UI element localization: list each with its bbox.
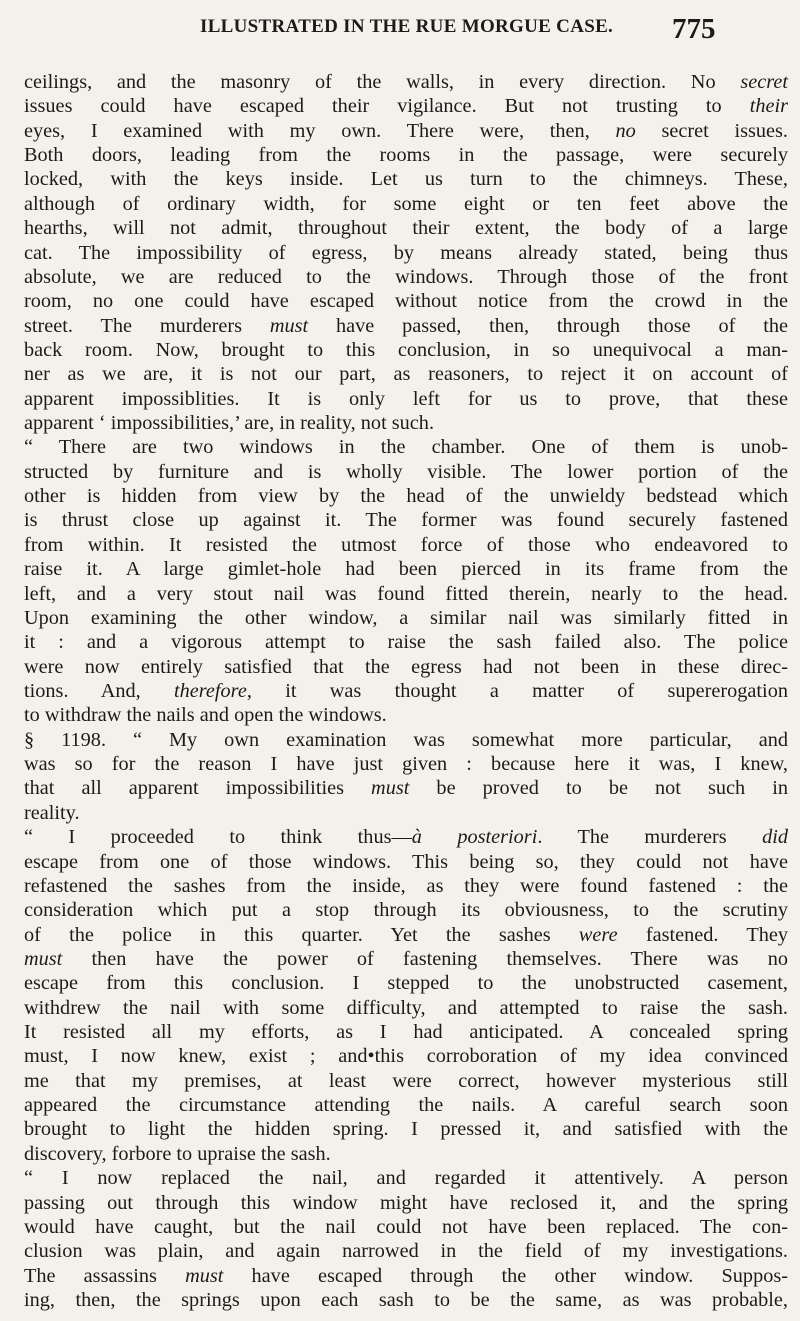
text-run: although of ordinary width, for some eight or ten feet above the <box>24 192 788 215</box>
text-run: eyes, I examined with my own. There were, then, <box>24 119 616 142</box>
text-run: “ I proceeded to think thus— <box>24 826 412 849</box>
text-line <box>24 70 788 94</box>
text-run: were now entirely satisfied that the egress had not been in these direc- <box>24 655 788 678</box>
text-run: have escaped through the other window. Suppos- <box>223 1264 788 1287</box>
text-run: “ There are two windows in the chamber. One of them is unob- <box>24 436 788 459</box>
text-run: would have caught, but the nail could not have been replaced. The con- <box>24 1215 788 1238</box>
text-run: Both doors, leading from the rooms in the passage, were securely <box>24 144 788 167</box>
text-line <box>24 776 788 800</box>
text-run: apparent ‘ impossibilities,’ are, in reality, not such. <box>24 412 435 435</box>
text-line <box>24 1264 788 1288</box>
text-line <box>24 167 788 191</box>
italic-text: secret <box>740 71 788 93</box>
text-line <box>24 703 788 727</box>
text-run: appeared the circumstance attending the nails. A careful search soon <box>24 1094 788 1117</box>
text-run: issues could have escaped their vigilance. But not trusting to <box>24 95 750 118</box>
text-run: withdrew the nail with some difficulty, and attempted to raise the sash. <box>24 996 788 1019</box>
text-line <box>24 898 788 922</box>
text-line <box>24 338 788 362</box>
text-run: . The murderers <box>537 826 763 849</box>
text-run: ing, then, the springs upon each sash to be the same, as was probable, <box>24 1288 788 1311</box>
text-line <box>24 874 788 898</box>
italic-text: à posteriori <box>411 826 538 849</box>
text-run: escape from this conclusion. I stepped to the unobstructed casement, <box>24 972 788 995</box>
text-run: is thrust close up against it. The former was found securely fastened <box>24 509 788 532</box>
text-run: me that my premises, at least were correct, however mysterious still <box>24 1069 788 1092</box>
text-line <box>24 1166 788 1190</box>
text-run: ner as we are, it is not our part, as reasoners, to reject it on account of <box>24 363 788 386</box>
text-run: absolute, we are reduced to the windows. Through those of the front <box>24 265 788 288</box>
italic-text: must <box>185 1264 224 1287</box>
text-run: street. The murderers <box>24 314 270 337</box>
text-run: reality. <box>24 801 80 824</box>
text-run: apparent impossiblities. It is only left for us to prove, that these <box>24 387 788 410</box>
text-run: fastened. They <box>617 923 788 946</box>
page-number: 775 <box>672 13 716 45</box>
text-run: was so for the reason I have just given : because here it was, I knew, <box>24 753 788 776</box>
text-line <box>24 557 788 581</box>
italic-text: did <box>762 826 788 849</box>
text-line <box>24 387 788 411</box>
text-line <box>24 947 788 971</box>
text-line <box>24 1142 788 1166</box>
text-run: must, I now knew, exist ; and•this corroboration of my idea convinced <box>24 1045 788 1068</box>
text-line <box>24 850 788 874</box>
italic-text: were <box>578 923 618 946</box>
text-run: consideration which put a stop through its obviousness, to the scrutiny <box>24 899 788 922</box>
text-line <box>24 508 788 532</box>
text-run: brought to light the hidden spring. I pressed it, and satisfied with the <box>24 1118 788 1141</box>
text-run: “ I now replaced the nail, and regarded it attentively. A person <box>24 1167 788 1190</box>
text-line <box>24 119 788 143</box>
text-run: be proved to be not such in <box>409 777 788 800</box>
text-run: , it was thought a matter of supererogation <box>246 679 788 702</box>
text-run: discovery, forbore to upraise the sash. <box>24 1142 331 1165</box>
text-line <box>24 1020 788 1044</box>
text-run: secret issues. <box>635 119 789 142</box>
text-run: that all apparent impossibilities <box>24 777 372 800</box>
text-line <box>24 192 788 216</box>
text-run: passing out through this window might have reclosed it, and the spring <box>24 1191 788 1214</box>
text-run: tions. And, <box>24 679 174 702</box>
text-line <box>24 655 788 679</box>
text-run: room, no one could have escaped without notice from the crowd in the <box>24 290 788 313</box>
text-line <box>24 411 788 435</box>
text-run: from within. It resisted the utmost force of those who endeavored to <box>24 533 788 556</box>
text-line <box>24 143 788 167</box>
text-run: have passed, then, through those of the <box>308 314 788 337</box>
text-run: hearths, will not admit, throughout their extent, the body of a large <box>24 217 788 240</box>
text-run: cat. The impossibility of egress, by means already stated, being thus <box>24 241 788 264</box>
running-title: ILLUSTRATED IN THE RUE MORGUE CASE. <box>200 16 614 37</box>
text-line <box>24 533 788 557</box>
text-line <box>24 728 788 752</box>
text-line <box>24 825 788 849</box>
italic-text: must <box>269 314 309 337</box>
text-line <box>24 923 788 947</box>
text-line <box>24 94 788 118</box>
text-run: refastened the sashes from the inside, as they were found fastened : the <box>24 874 788 897</box>
text-run: to withdraw the nails and open the windows. <box>24 704 387 727</box>
italic-text: must <box>371 777 410 800</box>
text-line <box>24 435 788 459</box>
body-text <box>24 70 788 1312</box>
text-run: then have the power of fastening themselves. There was no <box>62 947 788 970</box>
text-line <box>24 460 788 484</box>
text-run: Upon examining the other window, a similar nail was similarly fitted in <box>24 606 788 629</box>
text-line <box>24 582 788 606</box>
text-run: It resisted all my efforts, as I had anticipated. A concealed spring <box>24 1021 788 1044</box>
text-line <box>24 265 788 289</box>
text-line <box>24 606 788 630</box>
text-line <box>24 752 788 776</box>
text-line <box>24 1239 788 1263</box>
text-line <box>24 1044 788 1068</box>
text-line <box>24 1069 788 1093</box>
italic-text: therefore <box>173 679 247 702</box>
text-line <box>24 289 788 313</box>
text-run: The assassins <box>24 1264 186 1287</box>
text-line <box>24 241 788 265</box>
text-run: structed by furniture and is wholly visible. The lower portion of the <box>24 460 788 483</box>
text-line <box>24 996 788 1020</box>
text-run: escape from one of those windows. This being so, they could not have <box>24 850 788 873</box>
text-line <box>24 1288 788 1312</box>
text-run: ceilings, and the masonry of the walls, in every direction. No <box>24 71 741 93</box>
text-run: § 1198. “ My own examination was somewhat more particular, and <box>24 728 788 751</box>
text-run: back room. Now, brought to this conclusion, in so unequivocal a man- <box>24 338 788 361</box>
text-line <box>24 216 788 240</box>
italic-text: no <box>615 119 636 142</box>
text-line <box>24 630 788 654</box>
text-line <box>24 1093 788 1117</box>
italic-text: must <box>24 947 63 970</box>
text-line <box>24 1117 788 1141</box>
text-run: of the police in this quarter. Yet the sashes <box>24 923 579 946</box>
text-run: clusion was plain, and again narrowed in the field of my investigations. <box>24 1240 788 1263</box>
text-line <box>24 1215 788 1239</box>
text-run: it : and a vigorous attempt to raise the sash failed also. The police <box>24 631 788 654</box>
text-run: other is hidden from view by the head of the unwieldy bedstead which <box>24 485 788 508</box>
text-line <box>24 971 788 995</box>
text-run: raise it. A large gimlet-hole had been pierced in its frame from the <box>24 558 788 581</box>
text-line <box>24 362 788 386</box>
text-line <box>24 484 788 508</box>
text-line <box>24 1191 788 1215</box>
running-head <box>0 13 800 56</box>
text-line <box>24 679 788 703</box>
text-line <box>24 801 788 825</box>
text-run: left, and a very stout nail was found fitted therein, nearly to the head. <box>24 582 788 605</box>
italic-text: their <box>749 95 788 118</box>
text-line <box>24 314 788 338</box>
text-run: locked, with the keys inside. Let us turn to the chimneys. These, <box>24 168 788 191</box>
